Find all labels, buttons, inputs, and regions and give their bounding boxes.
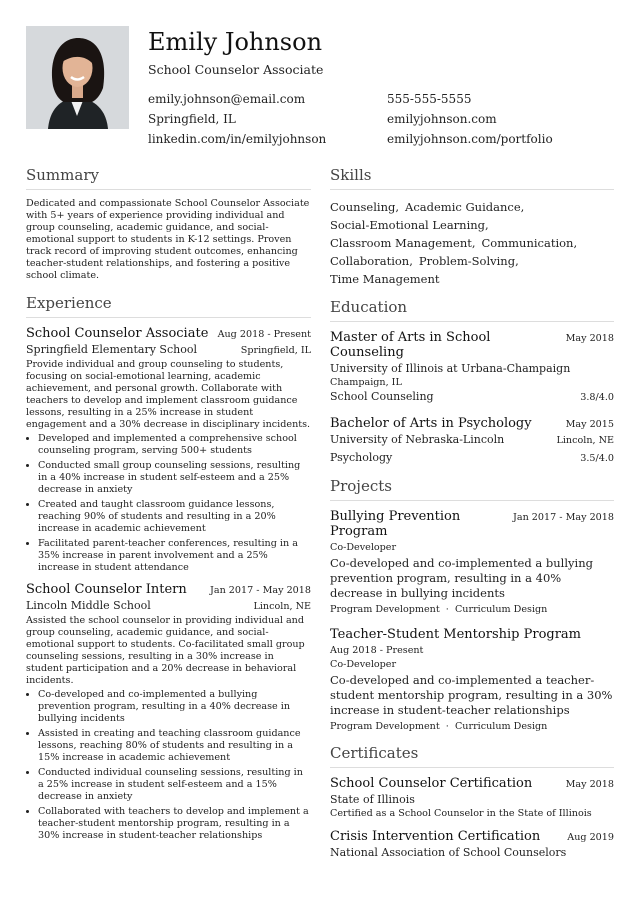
school-location: Champaign, IL — [330, 377, 402, 388]
education-section — [330, 298, 614, 467]
job-entry — [26, 582, 311, 842]
resume-header — [26, 26, 614, 146]
summary-text: Dedicated and compassionate School Counselor Associate with 5+ years of experience providing individual and group counseling, academic guidance, and social-emotional support to students in K-12 settings. Proven track record of improving student outcomes, enhancing teacher-student relationships, and fostering a positive school climate. — [26, 198, 310, 281]
job-bullets — [26, 689, 311, 842]
certificate-entry — [330, 776, 614, 819]
project-dates: Jan 2017 - May 2018 — [513, 512, 614, 523]
skill-item: Counseling, — [330, 200, 400, 214]
email-link[interactable]: emily.johnson@email.com — [148, 92, 306, 106]
project-description: Co-developed and co-implemented a bullying prevention program, resulting in a 40% decrease in bullying incidents — [330, 556, 593, 600]
skill-item: Academic Guidance, — [405, 200, 525, 214]
job-description: Assisted the school counselor in providing individual and group counseling, academic guidance, and social-emotional support to students. Co-facilitated small group counseling sessions, resulting in a 30% increase in student participation and a 20% decrease in behavioral incidents. — [26, 615, 305, 686]
gpa: 3.8/4.0 — [580, 392, 614, 403]
skills-list — [330, 198, 614, 288]
job-location: Lincoln, NE — [253, 601, 311, 612]
certificate-issuer: State of Illinois — [330, 793, 415, 806]
skill-item: Classroom Management, — [330, 236, 476, 250]
field-of-study: School Counseling — [330, 390, 434, 403]
location-text: Springfield, IL — [148, 112, 236, 126]
list-item: • Assisted in creating and teaching classroom guidance lessons, reaching 80% of students and resulting in a 15% increase in academic achievement — [38, 728, 311, 764]
section-heading: Skills — [330, 166, 614, 190]
contact-col-left — [148, 89, 326, 149]
contact-col-right — [387, 89, 553, 149]
job-description: Provide individual and group counseling to students, focusing on social-emotional learning, academic achievement, and personal growth. Collaborate with teachers to develop and implement classroom guidance lessons, resulting in a 25% increase in student engagement and a 30% decrease in disciplinary incidents. — [26, 359, 311, 430]
degree-name: Bachelor of Arts in Psychology — [330, 416, 532, 431]
left-column — [26, 166, 311, 845]
section-heading: Projects — [330, 477, 614, 501]
skills-section — [330, 166, 614, 288]
skill-item: Social-Emotional Learning, — [330, 218, 489, 232]
phone-text[interactable]: 555-555-5555 — [387, 92, 472, 106]
linkedin-link[interactable]: linkedin.com/in/emilyjohnson — [148, 132, 327, 146]
project-name: Bullying Prevention Program — [330, 509, 461, 539]
job-entry — [26, 326, 311, 574]
project-entry — [330, 627, 614, 734]
list-item: • Facilitated parent-teacher conferences, resulting in a 35% increase in parent involvement and a 25% increase in student attendance — [38, 538, 311, 574]
tag-separator: · — [445, 604, 449, 615]
project-entry — [330, 509, 614, 617]
list-item: • Conducted individual counseling sessions, resulting in a 25% increase in student self-esteem and a 15% decrease in anxiety — [38, 767, 311, 803]
job-dates: Jan 2017 - May 2018 — [210, 585, 311, 596]
certificate-name: Crisis Intervention Certification — [330, 829, 541, 844]
certificate-issuer: National Association of School Counselors — [330, 846, 567, 859]
list-item: • Conducted small group counseling sessions, resulting in a 40% increase in student self-esteem and a 25% decrease in anxiety — [38, 460, 311, 496]
summary-section — [26, 166, 311, 282]
list-item: • Co-developed and co-implemented a bullying prevention program, resulting in a 40% decrease in bullying incidents — [38, 689, 311, 725]
school-location: Lincoln, NE — [556, 435, 614, 446]
certificate-name: School Counselor Certification — [330, 776, 533, 791]
right-column — [330, 166, 614, 871]
list-item: • Collaborated with teachers to develop and implement a teacher-student mentorship program, resulting in a 30% increase in student-teacher relationships — [38, 806, 311, 842]
education-entry — [330, 416, 614, 467]
section-heading: Certificates — [330, 744, 614, 768]
tag: Curriculum Design — [454, 721, 548, 732]
section-heading: Education — [330, 298, 614, 322]
profile-photo — [26, 26, 129, 129]
gpa: 3.5/4.0 — [580, 453, 614, 464]
education-entry — [330, 330, 614, 406]
degree-date: May 2015 — [565, 419, 614, 430]
skill-item: Time Management — [330, 272, 440, 286]
certificate-entry — [330, 829, 614, 861]
project-description: Co-developed and co-implemented a teacher-student mentorship program, resulting in a 30% increase in student-teacher relationships — [330, 673, 613, 717]
project-role: Co-Developer — [330, 542, 397, 553]
school-name: University of Nebraska-Lincoln — [330, 433, 505, 446]
certificate-date: May 2018 — [565, 779, 614, 790]
list-item: • Developed and implemented a comprehensive school counseling program, serving 500+ students — [38, 433, 311, 457]
section-heading: Experience — [26, 294, 311, 318]
certificates-section — [330, 744, 614, 861]
job-dates: Aug 2018 - Present — [217, 329, 311, 340]
section-heading: Summary — [26, 166, 311, 190]
candidate-name: Emily Johnson — [148, 28, 323, 56]
tag: Program Development — [330, 604, 440, 615]
field-of-study: Psychology — [330, 451, 393, 464]
project-dates: Aug 2018 - Present — [330, 645, 424, 656]
skill-item: Communication, — [481, 236, 578, 250]
job-org: Lincoln Middle School — [26, 599, 151, 612]
projects-section — [330, 477, 614, 734]
list-item: • Created and taught classroom guidance lessons, reaching 90% of students and resulting in a 20% increase in academic achievement — [38, 499, 311, 535]
portfolio-link[interactable]: emilyjohnson.com/portfolio — [387, 132, 553, 146]
tag: Curriculum Design — [454, 604, 548, 615]
job-bullets — [26, 433, 311, 574]
school-name: University of Illinois at Urbana-Champaign — [330, 362, 571, 375]
job-title: School Counselor Intern — [26, 582, 187, 597]
certificate-date: Aug 2019 — [567, 832, 614, 843]
experience-section — [26, 294, 311, 842]
website-link[interactable]: emilyjohnson.com — [387, 112, 497, 126]
degree-name: Master of Arts in School Counseling — [330, 330, 491, 360]
job-org: Springfield Elementary School — [26, 343, 197, 356]
certificate-note: Certified as a School Counselor in the State of Illinois — [330, 808, 592, 819]
project-tags — [330, 603, 614, 617]
tag-separator: · — [445, 721, 449, 732]
degree-date: May 2018 — [565, 333, 614, 344]
job-title: School Counselor Associate — [26, 326, 209, 341]
project-role: Co-Developer — [330, 659, 397, 670]
project-name: Teacher-Student Mentorship Program — [330, 627, 582, 642]
skill-item: Collaboration, — [330, 254, 413, 268]
tag: Program Development — [330, 721, 440, 732]
job-location: Springfield, IL — [240, 345, 311, 356]
candidate-title: School Counselor Associate — [148, 62, 324, 77]
project-tags — [330, 720, 614, 734]
skill-item: Problem-Solving, — [418, 254, 519, 268]
